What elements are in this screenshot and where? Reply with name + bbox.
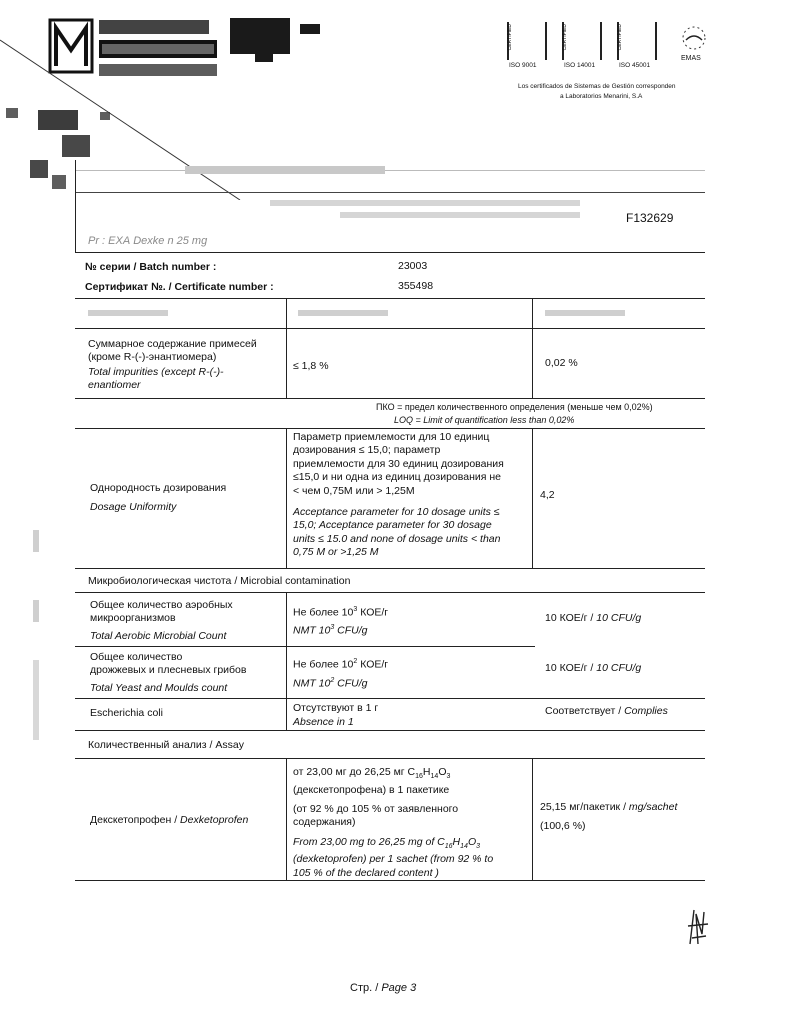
- yeast-result: 10 КОЕ/г / 10 CFU/g: [545, 662, 642, 674]
- loq-note-ru: ПКО = предел количественного определения (меньше чем 0,02%): [376, 402, 653, 412]
- loq-note-en: LOQ = Limit of quantification less than 0,02%: [394, 415, 575, 425]
- dexketoprofen-result: 25,15 мг/пакетик / mg/sachet: [540, 801, 678, 813]
- ecoli-spec-ru: Отсутствуют в 1 г: [293, 702, 379, 714]
- certificate-label: Сертификат №. / Certificate number :: [85, 281, 274, 293]
- ecoli-spec-en: Absence in 1: [293, 716, 354, 728]
- dexketoprofen-spec: от 23,00 мг до 26,25 мг $C_{16}H_{14}O_3$ (декскетопрофена) в 1 пакетике (от 92 % до 105 % от заявленного содержания) From 23,00 mg to 26,25 mg of $C_{16}H_{14}O_3$ (dexketoprofen) per 1 sachet (from 92 % to 105 % of the declared content ): [293, 766, 494, 879]
- impurities-result: 0,02 %: [545, 357, 578, 369]
- impurities-name: Суммарное содержание примесей (кроме R-(-)-энантиомера) Total impurities (except R-(-)- enantiomer: [88, 338, 257, 392]
- cert-badge-iso-14001: CERTIFIED ISO 14001: [560, 22, 604, 70]
- ecoli-result: Соответствует / Complies: [545, 705, 668, 717]
- yeast-name: Общее количество дрожжевых и плесневых грибов Total Yeast and Moulds count: [90, 651, 247, 694]
- assay-section-header: Количественный анализ / Assay: [88, 739, 244, 751]
- cert-badge-iso-45001: CERTIFIED ISO 45001: [615, 22, 659, 70]
- ecoli-name: Escherichia coli: [90, 707, 163, 719]
- margin-mark: [33, 530, 39, 552]
- impurities-spec: ≤ 1,8 %: [293, 360, 329, 372]
- table-header-faded: [545, 310, 625, 316]
- yeast-spec-en: NMT $10^2$ CFU/g: [293, 677, 368, 690]
- product-line: Pr : ЕХА Dexke n 25 mg: [88, 235, 208, 247]
- margin-mark: [33, 660, 39, 740]
- batch-value: 23003: [398, 260, 428, 272]
- faded-title-bar: [75, 160, 705, 190]
- certificate-value: 355498: [398, 280, 434, 292]
- dexketoprofen-name: Декскетопрофен / Dexketoprofen: [90, 814, 249, 826]
- micro-section-header: Микробиологическая чистота / Microbial contamination: [88, 575, 351, 587]
- aerobic-result: 10 КОЕ/г / 10 CFU/g: [545, 612, 642, 624]
- yeast-spec-ru: Не более $10^2$ КОЕ/г: [293, 658, 389, 671]
- aerobic-name: Общее количество аэробных микроорганизмов Total Aerobic Microbial Count: [90, 599, 233, 642]
- uniformity-result: 4,2: [540, 489, 555, 501]
- uniformity-spec: Параметр приемлемости для 10 единиц дозирования ≤ 15,0; параметр приемлемости для 30 единиц дозирования ≤15,0 и ни одна из единиц дозирования не < чем 0,75М или > 1,25М Acceptance parameter for 10 dosage units ≤ 15,0; Acceptance parameter for 30 dosage units ≤ 15.0 and none of dosage units < than 0,75 M or >1,25 M: [293, 431, 504, 559]
- faded-subtitle: [340, 212, 580, 218]
- cert-note: a Laboratorios Menarini, S.A: [560, 93, 643, 100]
- uniformity-name: Однородность дозирования Dosage Uniformity: [90, 482, 227, 514]
- cert-badge-iso-9001: CERTIFIED ISO 9001: [505, 22, 549, 70]
- aerobic-spec-ru: Не более $10^3$ КОЕ/г: [293, 606, 389, 619]
- faded-subtitle: [270, 200, 580, 206]
- aerobic-spec-en: NMT $10^3$ CFU/g: [293, 624, 368, 637]
- batch-label: № серии / Batch number :: [85, 261, 217, 273]
- margin-mark: [33, 600, 39, 622]
- table-header-faded: [88, 310, 168, 316]
- dexketoprofen-result-percent: (100,6 %): [540, 820, 586, 832]
- cert-note: Los certificados de Sistemas de Gestión corresponden: [518, 83, 676, 90]
- table-header-faded: [298, 310, 388, 316]
- signature: [684, 904, 714, 948]
- emas-logo: EMAS: [676, 22, 712, 70]
- page-number: Стр. / Page 3: [350, 982, 417, 994]
- document-code: F132629: [626, 211, 674, 225]
